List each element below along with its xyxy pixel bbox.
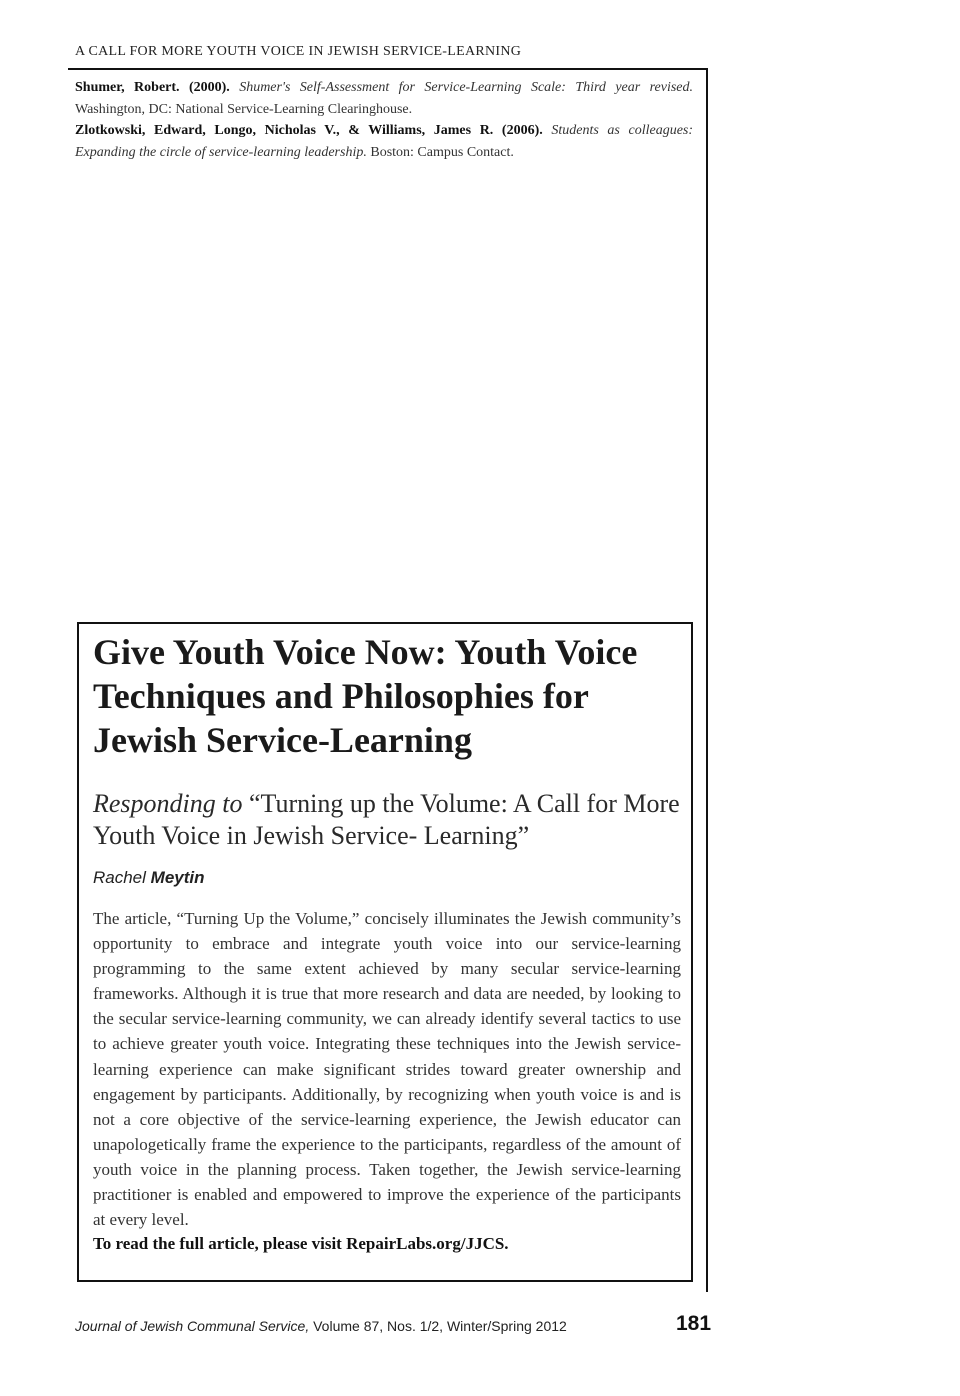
summary-body: The article, “Turning Up the Volume,” concisely illuminates the Jewish community’s opportunity to embrace and integrate youth voice into our service-learning programming to the same extent achieved by many secular service-learning frameworks. Although it is true that more research and data are needed, by looking to the secular service-learning community, we can already identify several tactics to use to achieve greater youth voice. Integrating these techniques into the Jewish service-learning experience can make significant strides toward greater ownership and engagement by participants. Additionally, by recognizing when youth voice is and is not a core objective of the service-learning experience, the Jewish educator can unapologetically frame the experience to the participants, regardless of the amount of youth voice in the planning process. Taken together, the Jewish service-learning practitioner is enabled and empowered to improve the experience of the participants at every level. (93, 909, 681, 1230)
journal-title: Journal of Jewish Communal Service, (75, 1318, 310, 1334)
reference-publisher: Boston: Campus Contact. (370, 144, 514, 160)
reference-authors: Shumer, Robert. (2000). (75, 80, 230, 95)
top-rule (68, 68, 708, 70)
footer-citation (75, 1318, 567, 1334)
reference-authors: Zlotkowski, Edward, Longo, Nicholas V., & Williams, James R. (2006). (75, 123, 543, 138)
reference-title: Students as colleagues: Expanding the circle of service-learning leadership. (75, 123, 694, 160)
reference-item (75, 120, 693, 163)
reference-item (75, 77, 693, 120)
references-list (75, 77, 693, 163)
read-more-callout: To read the full article, please visit RepairLabs.org/JJCS. (93, 1234, 509, 1254)
reference-publisher: Washington, DC: National Service-Learning Clearinghouse. (75, 101, 413, 117)
journal-issue: Volume 87, Nos. 1/2, Winter/Spring 2012 (309, 1318, 567, 1334)
author-byline (93, 868, 681, 888)
page-number: 181 (676, 1312, 712, 1335)
author-first-name: Rachel (93, 868, 146, 887)
right-rule (706, 68, 708, 1292)
article-summary-box (77, 622, 693, 1282)
box-subtitle (93, 788, 681, 852)
subtitle-lead: Responding to (93, 789, 243, 818)
running-head: A CALL FOR MORE YOUTH VOICE IN JEWISH SERVICE-LEARNING (75, 44, 522, 59)
reference-title: Shumer's Self-Assessment for Service-Learning Scale: Third year revised. (239, 80, 694, 95)
box-title: Give Youth Voice Now: Youth Voice Techniques and Philosophies for Jewish Service-Learning (93, 632, 638, 760)
subtitle-rest: “Turning up the Volume: A Call for More Youth Voice in Jewish Service- Learning” (93, 789, 680, 850)
author-last-name: Meytin (150, 868, 205, 887)
